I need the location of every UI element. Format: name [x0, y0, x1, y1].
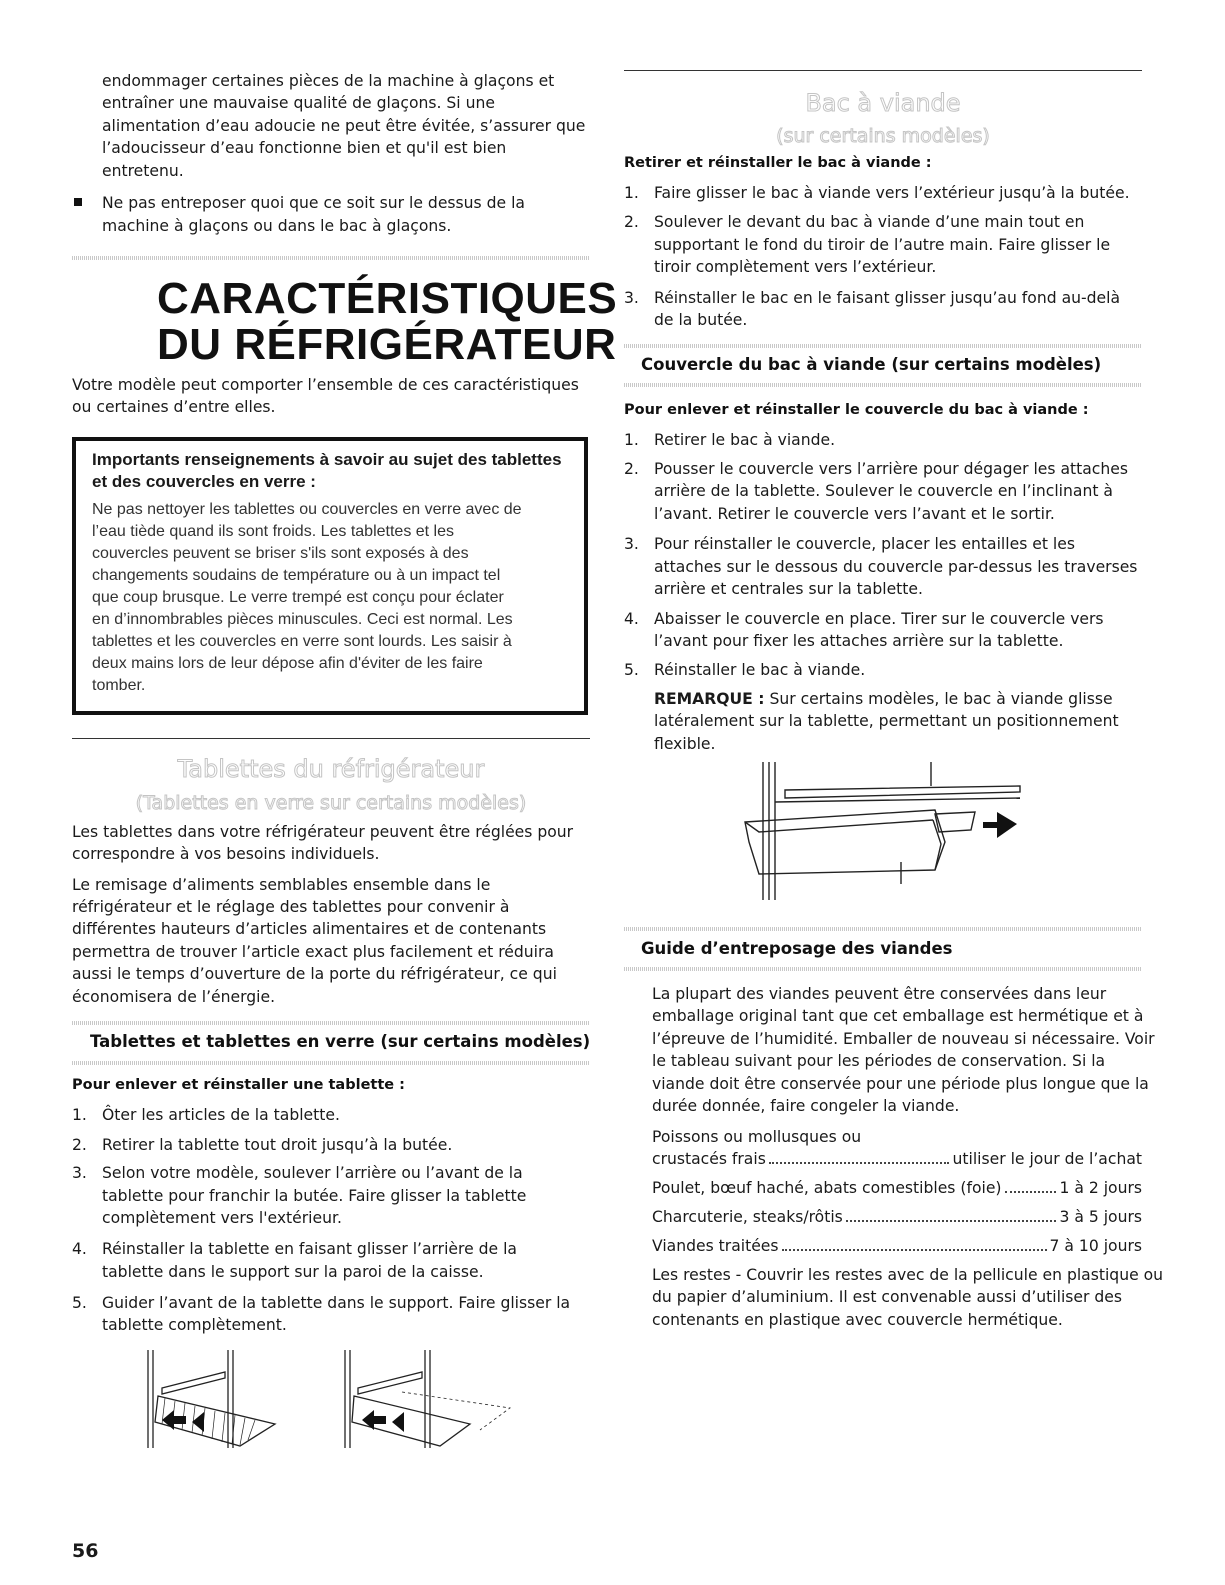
- warning-line: changements soudains de température ou à un impact tel: [92, 567, 501, 584]
- step-line: Ôter les articles de la tablette.: [102, 1106, 340, 1124]
- step-line: de la butée.: [654, 311, 748, 329]
- section-rule: [624, 70, 1142, 71]
- step-number: 2.: [72, 1136, 87, 1154]
- warning-line: tablettes et les couvercles en verre sont lourds. Les saisir à: [92, 633, 512, 650]
- shelves-line: Les tablettes dans votre réfrigérateur peuvent être réglées pour: [72, 823, 574, 841]
- section-title-meat-drawer: Bac à viande: [805, 89, 961, 117]
- step-number: 1.: [624, 184, 639, 202]
- shelves-line: différentes hauteurs d’articles alimentaires et de contenants: [72, 920, 547, 938]
- page-number: 56: [72, 1540, 99, 1562]
- procedure-heading: Retirer et réinstaller le bac à viande :: [624, 155, 932, 171]
- storage-row: [652, 1177, 1142, 1199]
- storage-period: utiliser le jour de l’achat: [952, 1150, 1142, 1168]
- storage-period: 3 à 5 jours: [1059, 1208, 1142, 1226]
- storage-row: [652, 1148, 1142, 1170]
- warning-line: deux mains lors de leur dépose afin d'éviter de les faire: [92, 655, 483, 672]
- step-line: l’avant. Retirer le couvercle vers l’avant et le sortir.: [654, 505, 1055, 523]
- divider: [72, 1061, 590, 1065]
- intro-line: l’adoucisseur d’eau fonctionne bien et qu'il est bien: [102, 139, 507, 157]
- shelves-line: économisera de l’énergie.: [72, 988, 276, 1006]
- shelves-line: permettra de trouver l’article exact plus facilement et réduira: [72, 943, 554, 961]
- guide-line: l’épreuve de l’humidité. Emballer de nouveau si nécessaire. Voir: [652, 1030, 1155, 1048]
- guide-line: La plupart des viandes peuvent être conservées dans leur: [652, 985, 1107, 1003]
- step-number: 4.: [624, 610, 639, 628]
- step-line: Selon votre modèle, soulever l’arrière ou l’avant de la: [102, 1164, 523, 1182]
- section-subtitle-meat-drawer: (sur certains modèles): [776, 125, 990, 147]
- storage-row: [652, 1206, 1142, 1228]
- step-line: Retirer le bac à viande.: [654, 431, 836, 449]
- step-line: tablette complètement.: [102, 1316, 287, 1334]
- guide-line: emballage original tant que cet emballage est hermétique et à: [652, 1007, 1144, 1025]
- step-number: 2.: [624, 460, 639, 478]
- leftovers-line: du papier d’aluminium. Il est convenable aussi d’utiliser des: [652, 1288, 1122, 1306]
- step-number: 3.: [624, 535, 639, 553]
- step-line: Abaisser le couvercle en place. Tirer sur le couvercle vers: [654, 610, 1104, 628]
- features-line: ou certaines d’entre elles.: [72, 398, 276, 416]
- warning-title-line: et des couvercles en verre :: [92, 472, 316, 491]
- step-line: attaches sur le dessous du couvercle par-dessus les traverses: [654, 558, 1138, 576]
- step-line: tablette dans le support sur la paroi de la caisse.: [102, 1263, 484, 1281]
- section-rule: [72, 738, 590, 739]
- note-label: REMARQUE :: [654, 690, 765, 708]
- divider: [624, 344, 1142, 348]
- shelves-line: aussi le temps d’ouverture de la porte du réfrigérateur, ce qui: [72, 965, 557, 983]
- step-line: Réinstaller la tablette en faisant glisser l’arrière de la: [102, 1240, 517, 1258]
- procedure-heading: Pour enlever et réinstaller une tablette :: [72, 1077, 405, 1093]
- step-number: 5.: [624, 661, 639, 679]
- page-title-line-1: CARACTÉRISTIQUES: [157, 274, 618, 323]
- leftovers-line: Les restes - Couvrir les restes avec de la pellicule en plastique ou: [652, 1266, 1164, 1284]
- drawer-cover-heading: Couvercle du bac à viande (sur certains modèles): [641, 355, 1102, 374]
- note-line: latéralement sur la tablette, permettant un positionnement: [654, 712, 1119, 730]
- shelves-line: Le remisage d’aliments semblables ensemble dans le: [72, 876, 491, 894]
- step-line: Réinstaller le bac en le faisant glisser jusqu’au fond au-delà: [654, 289, 1121, 307]
- storage-item: crustacés frais: [652, 1150, 766, 1168]
- leftovers-line: contenants en plastique avec couvercle hermétique.: [652, 1311, 1063, 1329]
- step-number: 1.: [72, 1106, 87, 1124]
- step-line: Retirer la tablette tout droit jusqu’à la butée.: [102, 1136, 453, 1154]
- guide-line: le tableau suivant pour les périodes de conservation. Si la: [652, 1052, 1106, 1070]
- glass-warning-box: [72, 437, 588, 715]
- step-line: Faire glisser le bac à viande vers l’extérieur jusqu’à la butée.: [654, 184, 1130, 202]
- note-text: Sur certains modèles, le bac à viande glisse: [764, 690, 1113, 708]
- warning-line: en d’innombrables pièces minuscules. Ceci est normal. Les: [92, 611, 513, 628]
- section-subtitle-shelves: (Tablettes en verre sur certains modèles): [135, 792, 527, 814]
- divider: [72, 256, 590, 260]
- intro-line: entraîner une mauvaise qualité de glaçons. Si une: [102, 94, 495, 112]
- page-title-line-2: DU RÉFRIGÉRATEUR: [157, 320, 617, 369]
- meat-drawer-illustration: [735, 762, 1035, 902]
- storage-row: [652, 1235, 1142, 1257]
- section-title-shelves: Tablettes du réfrigérateur: [177, 755, 485, 783]
- step-line: Réinstaller le bac à viande.: [654, 661, 866, 679]
- step-line: Pousser le couvercle vers l’arrière pour dégager les attaches: [654, 460, 1128, 478]
- glass-shelves-heading: Tablettes et tablettes en verre (sur certains modèles): [90, 1032, 591, 1051]
- step-number: 2.: [624, 213, 639, 231]
- bullet-line: Ne pas entreposer quoi que ce soit sur le dessus de la: [102, 194, 525, 212]
- divider: [72, 1021, 590, 1025]
- note-line: flexible.: [654, 735, 716, 753]
- step-number: 3.: [624, 289, 639, 307]
- step-number: 5.: [72, 1294, 87, 1312]
- warning-title: [92, 449, 582, 493]
- guide-line: viande doit être conservée pour une période plus longue que la: [652, 1075, 1149, 1093]
- step-line: tablette pour franchir la butée. Faire glisser la tablette: [102, 1187, 527, 1205]
- step-number: 1.: [624, 431, 639, 449]
- intro-line: entretenu.: [102, 162, 184, 180]
- step-line: arrière de la tablette. Soulever le couvercle en l’inclinant à: [654, 482, 1113, 500]
- guide-line: durée donnée, faire congeler la viande.: [652, 1097, 960, 1115]
- step-line: arrière et centrales sur la tablette.: [654, 580, 923, 598]
- step-line: complètement vers l'extérieur.: [102, 1209, 342, 1227]
- shelves-line: correspondre à vos besoins individuels.: [72, 845, 380, 863]
- step-line: Guider l’avant de la tablette dans le support. Faire glisser la: [102, 1294, 571, 1312]
- step-line: supportant le fond du tiroir de l’autre main. Faire glisser le: [654, 236, 1111, 254]
- warning-line: Ne pas nettoyer les tablettes ou couvercles en verre avec de: [92, 501, 522, 518]
- table-pre-line: Poissons ou mollusques ou: [652, 1128, 862, 1146]
- storage-period: 7 à 10 jours: [1049, 1237, 1142, 1255]
- warning-line: l’eau tiède quand ils sont froids. Les tablettes et les: [92, 523, 454, 540]
- shelves-line: réfrigérateur et le réglage des tablettes pour convenir à: [72, 898, 510, 916]
- procedure-heading: Pour enlever et réinstaller le couvercle du bac à viande :: [624, 402, 1089, 418]
- step-line: tiroir complètement vers l’extérieur.: [654, 258, 937, 276]
- step-line: Soulever le devant du bac à viande d’une main tout en: [654, 213, 1085, 231]
- divider: [624, 927, 1142, 931]
- divider: [624, 967, 1142, 971]
- storage-item: Viandes traitées: [652, 1237, 779, 1255]
- warning-title-line: Importants renseignements à savoir au sujet des tablettes: [92, 450, 562, 469]
- step-line: l’avant pour fixer les attaches arrière sur la tablette.: [654, 632, 1064, 650]
- warning-line: tomber.: [92, 677, 146, 694]
- warning-body: [92, 499, 582, 697]
- features-line: Votre modèle peut comporter l’ensemble de ces caractéristiques: [72, 376, 579, 394]
- step-number: 4.: [72, 1240, 87, 1258]
- bullet-square-icon: [74, 198, 82, 206]
- note-line: [654, 688, 1113, 710]
- storage-period: 1 à 2 jours: [1059, 1179, 1142, 1197]
- step-line: Pour réinstaller le couvercle, placer les entailles et les: [654, 535, 1075, 553]
- storage-item: Charcuterie, steaks/rôtis: [652, 1208, 843, 1226]
- step-number: 3.: [72, 1164, 87, 1182]
- intro-line: endommager certaines pièces de la machine à glaçons et: [102, 72, 555, 90]
- divider: [624, 383, 1142, 387]
- warning-line: couvercles peuvent se briser s'ils sont exposés à des: [92, 545, 469, 562]
- meat-storage-guide-heading: Guide d’entreposage des viandes: [641, 939, 953, 958]
- intro-line: alimentation d’eau adoucie ne peut être évitée, s’assurer que: [102, 117, 586, 135]
- bullet-line: machine à glaçons ou dans le bac à glaçons.: [102, 217, 452, 235]
- shelf-removal-illustration: [140, 1350, 520, 1450]
- storage-item: Poulet, bœuf haché, abats comestibles (foie): [652, 1179, 1002, 1197]
- warning-line: que coup brusque. Le verre trempé est conçu pour éclater: [92, 589, 504, 606]
